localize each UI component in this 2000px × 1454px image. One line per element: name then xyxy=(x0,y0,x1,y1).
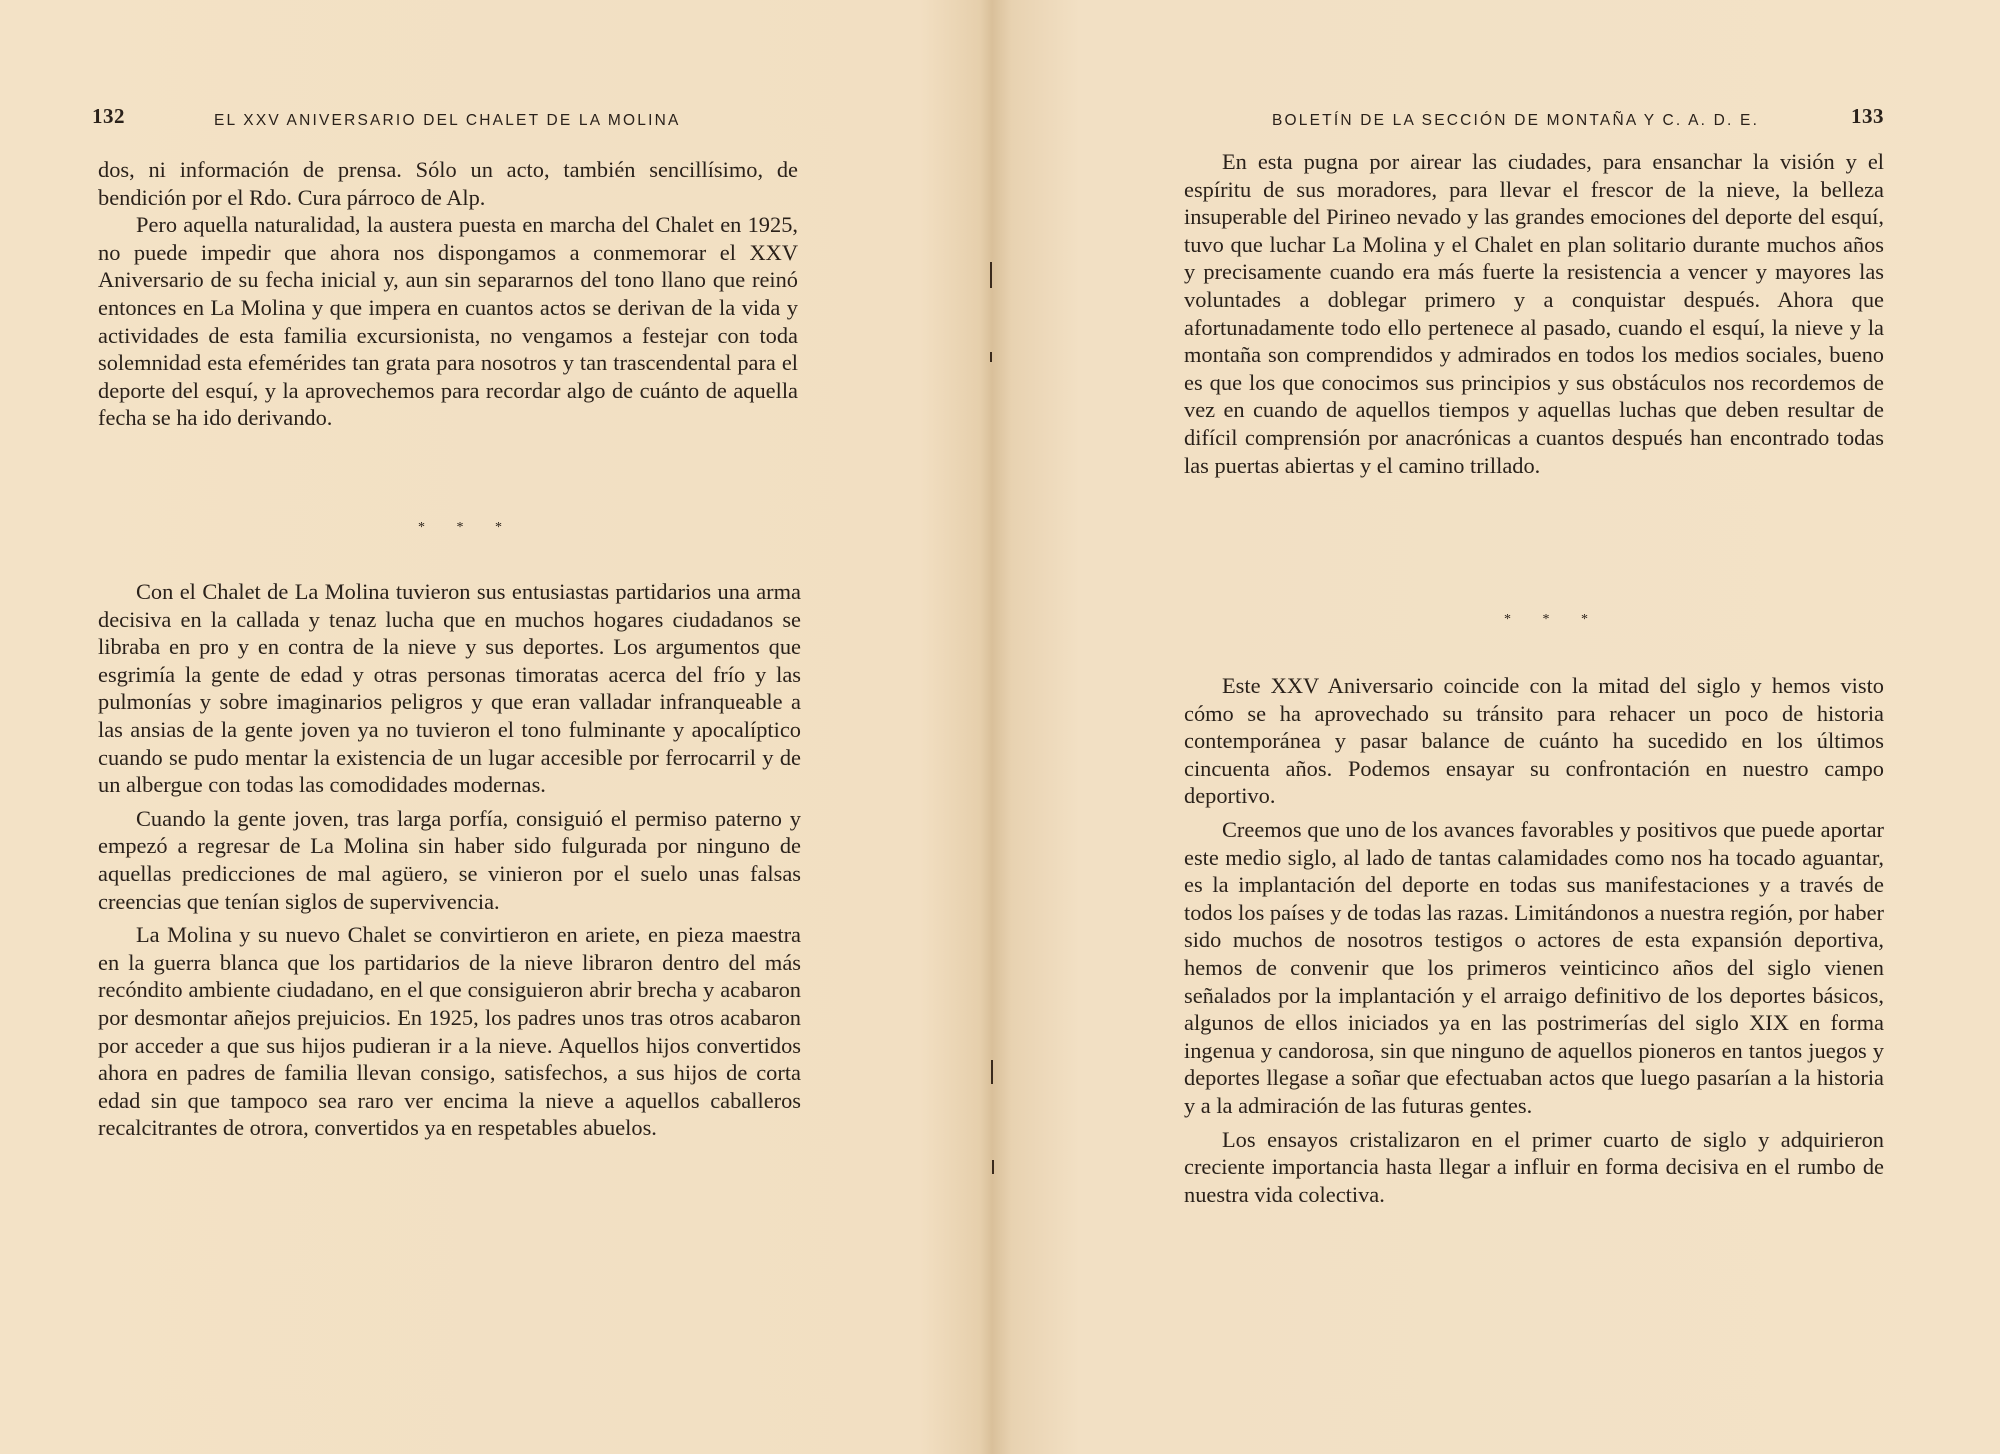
paragraph: Cuando la gente joven, tras larga porfía, consiguió el permiso paterno y empezó a regresar de La Molina sin haber sido fulgurada por ninguno de aquellas predicciones de mal agüero, se vinieron por el suelo unas falsas creencias que tenían siglos de supervivencia. xyxy=(98,805,801,914)
paragraph: En esta pugna por airear las ciudades, para ensanchar la visión y el espíritu de sus moradores, para llevar el frescor de la nieve, la belleza insuperable del Pirineo nevado y las grandes emociones del deporte del esquí, tuvo que luchar La Molina y el Chalet en plan solitario durante muchos años y precisamente cuando era más fuerte la resistencia a vencer y mayores las voluntades a doblegar primero y a conquistar después. Ahora que afortunadamente todo ello pertenece al pasado, cuando el esquí, la nieve y la montaña son comprendidos y admirados en todos los medios sociales, bueno es que los que conocimos sus principios y sus obstáculos nos recordemos de vez en cuando de aquellos tiempos y aquellas luchas que deben resultar de difícil comprensión por anacrónicas a cuantos después han encontrado todas las puertas abiertas y el camino trillado. xyxy=(1184,149,1884,478)
text-block-2 xyxy=(1184,672,1884,1208)
paragraph: Los ensayos cristalizaron en el primer cuarto de siglo y adquirieron creciente importancia hasta llegar a influir en forma decisiva en el rumbo de nuestra vida colectiva. xyxy=(1184,1126,1884,1207)
right-page xyxy=(1000,0,2000,1454)
text-block-1 xyxy=(1184,148,1884,479)
paragraph: Con el Chalet de La Molina tuvieron sus entusiastas partidarios una arma decisiva en la callada y tenaz lucha que en muchos hogares ciudadanos se libraba en pro y en contra de la nieve y sus deportes. Los argumentos que esgrimía la gente de edad y otras personas timoratas acerca del frío y las pulmonías y sobre imaginarios peligros y que eran valladar infranqueable a las ansias de la gente joven ya no tuvieron el tono fulminante y apocalíptico cuando se pudo mentar la existencia de un lugar accesible por ferrocarril y de un albergue con todas las comodidades modernas. xyxy=(98,579,801,798)
gutter-mark xyxy=(992,1160,994,1174)
text-block-2 xyxy=(98,578,801,1142)
paragraph: La Molina y su nuevo Chalet se convirtieron en ariete, en pieza maestra en la guerra blanca que los partidarios de la nieve libraron dentro del más recóndito ambiente ciudadano, en el que consiguieron abrir brecha y acabaron por desmontar añejos prejuicios. En 1925, los padres unos tras otros acabaron por acceder a que sus hijos pudieran ir a la nieve. Aquellos hijos convertidos ahora en padres de familia llevan consigo, satisfechos, a sus hijos de corta edad sin que tampoco sea raro ver encima la nieve a aquellos caballeros recalcitrantes de otrora, convertidos ya en respetables abuelos. xyxy=(98,922,801,1141)
gutter-mark xyxy=(990,352,992,362)
paragraph: Pero aquella naturalidad, la austera puesta en marcha del Chalet en 1925, no puede impedir que ahora nos dispongamos a conmemorar el XXV Aniversario de su fecha inicial y, aun sin separarnos del tono llano que reinó entonces en La Molina y que impera en cuantos actos se derivan de la vida y actividades de esta familia excursionista, no vengamos a festejar con toda solemnidad esta efemérides tan grata para nosotros y tan trascendental para el deporte del esquí, y la aprovechemos para recordar algo de cuánto de aquella fecha se ha ido derivando. xyxy=(98,212,798,431)
section-separator: * * * xyxy=(418,520,516,535)
paragraph: Este XXV Aniversario coincide con la mitad del siglo y hemos visto cómo se ha aprovechado su tránsito para rehacer un poco de historia contemporánea y pasar balance de cuánto ha sucedido en los últimos cincuenta años. Podemos ensayar su confrontación en nuestro campo deportivo. xyxy=(1184,673,1884,809)
section-separator: * * * xyxy=(1504,612,1602,627)
left-page xyxy=(0,0,990,1454)
running-head: EL XXV ANIVERSARIO DEL CHALET DE LA MOLINA xyxy=(214,112,681,129)
gutter-mark xyxy=(990,262,992,288)
page-number: 132 xyxy=(92,104,125,128)
page-number: 133 xyxy=(1851,104,1884,128)
text-block-1 xyxy=(98,156,798,432)
running-head: BOLETÍN DE LA SECCIÓN DE MONTAÑA Y C. A. D. E. xyxy=(1272,112,1760,129)
paragraph: dos, ni información de prensa. Sólo un acto, también sencillísimo, de bendición por el Rdo. Cura párroco de Alp. xyxy=(98,157,798,210)
gutter-mark xyxy=(991,1060,993,1084)
paragraph: Creemos que uno de los avances favorables y positivos que puede aportar este medio siglo, al lado de tantas calamidades como nos ha tocado aguantar, es la implantación del deporte en todas sus manifestaciones y a través de todos los países y de todas las razas. Limitándonos a nuestra región, por haber sido muchos de nosotros testigos o actores de esta expansión deportiva, hemos de convenir que los primeros veinticinco años del siglo vienen señalados por la implantación y el arraigo definitivo de los deportes básicos, algunos de ellos iniciados ya en las postrimerías del siglo XIX en forma ingenua y candorosa, sin que ninguno de aquellos pioneros en tantos juegos y deportes llegase a soñar que efectuaban actos que luego pasarían a la historia y a la admiración de las futuras gentes. xyxy=(1184,816,1884,1118)
